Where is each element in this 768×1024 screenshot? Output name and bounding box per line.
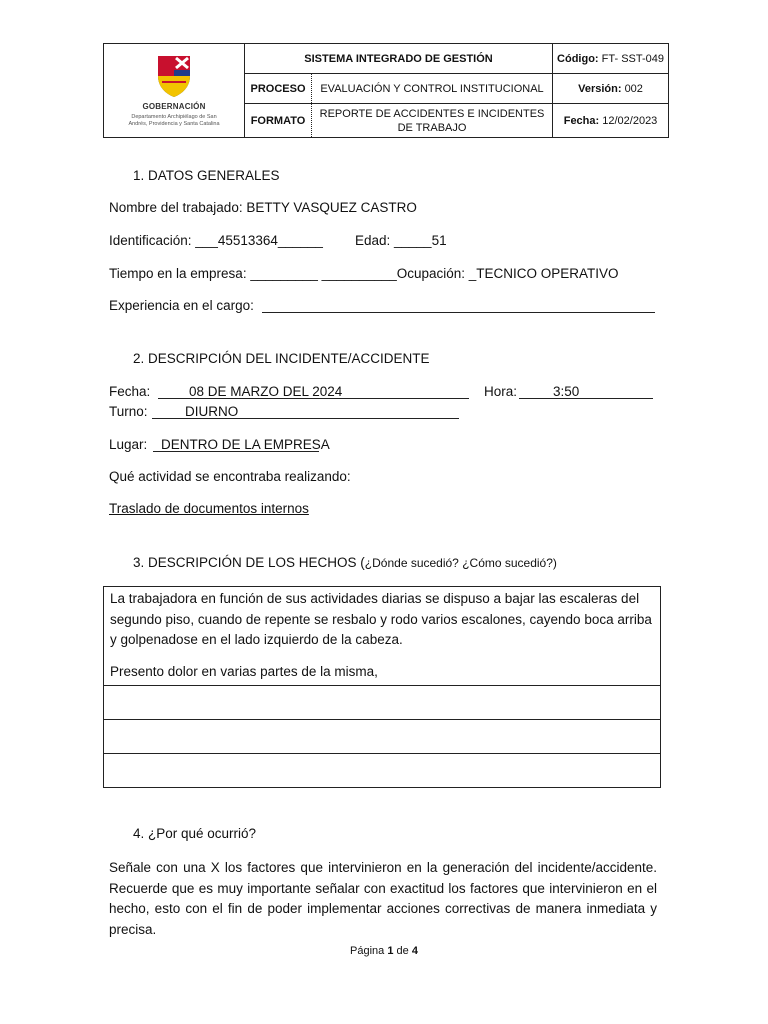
logo-subtitle: Departamento Archipiélago de San Andrés, Providencia y Santa Catalina [128,114,220,127]
occupation-text: ____Ocupación: _TECNICO OPERATIVO [366,266,619,281]
section4-paragraph: Señale con una X los factores que intervinieron en la generación del incidente/accidente. Recuerde que es muy importante señalar con exactitud los factores que intervinieron en el hecho, esto con el fin de poder implementar acciones correctivas de manera inmediata y precisa. [109,860,657,937]
date-value: 12/02/2023 [602,114,658,127]
incident-date-value: 08 DE MARZO DEL 2024 [189,384,343,399]
incident-time-line [519,398,653,399]
activity-question: Qué actividad se encontraba realizando: [109,469,351,484]
version-label: Versión: [578,82,622,95]
shift-value: DIURNO [185,404,239,419]
process-value: EVALUACIÓN Y CONTROL INSTITUCIONAL [312,74,553,104]
page-current: 1 [387,945,394,957]
page-footer [0,945,768,957]
code-value: FT- SST-049 [601,52,664,65]
place-label: Lugar: [109,437,148,452]
logo-title: GOBERNACIÓN [142,102,206,111]
activity-answer: Traslado de documentos internos [109,501,309,516]
facts-paragraph-1: La trabajadora en función de sus actividades diarias se dispuso a bajar las escaleras del segundo piso, cuando de repente se resbalo y rodo varios escalones, cayendo boca arriba y golpenadose en el lado izquierdo de la cabeza. [110,591,652,647]
worker-name-line [109,199,417,216]
incident-time-value: 3:50 [553,384,580,399]
format-label: FORMATO [245,104,312,138]
page-total: 4 [411,945,418,957]
format-value: REPORTE DE ACCIDENTES E INCIDENTES DE TRABAJO [312,104,553,138]
process-label: PROCESO [245,74,312,104]
name-label: Nombre del trabajado: [109,200,243,215]
code-label: Código: [557,52,599,65]
facts-description [104,587,660,686]
facts-blank-row-2[interactable] [104,720,660,754]
section3-title-questions: ¿Dónde sucedió? ¿Cómo sucedió?) [364,556,557,570]
incident-date-label: Fecha: [109,384,151,399]
version-cell [553,74,669,104]
experience-blank-line [262,312,655,313]
version-value: 002 [624,82,643,95]
age-text: Edad: _____51 [355,233,447,248]
header-table [103,43,669,138]
facts-paragraph-2: Presento dolor en varias partes de la misma, [110,663,378,679]
date-cell [553,104,669,138]
section4-title: 4. ¿Por qué ocurrió? [133,826,257,841]
logo-cell [104,44,245,138]
tenure-line [109,265,619,282]
facts-blank-row-1[interactable] [104,686,660,720]
incident-time-label: Hora: [484,384,518,399]
section1-title: 1. DATOS GENERALES [133,168,280,183]
section2-title: 2. DESCRIPCIÓN DEL INCIDENTE/ACCIDENTE [133,351,430,366]
place-value: DENTRO DE LA EMPRESA [161,437,330,452]
code-cell [553,44,669,74]
of-label: de [396,945,409,957]
identification-text: Identificación: ___45513364______ [109,233,323,248]
tenure-mid: __ ______ [302,266,367,281]
name-value: BETTY VASQUEZ CASTRO [246,200,417,215]
system-title: SISTEMA INTEGRADO DE GESTIÓN [245,44,553,74]
coat-of-arms-logo [154,54,194,98]
shift-label: Turno: [109,404,148,419]
date-label: Fecha: [563,114,600,127]
tenure-label: Tiempo en la empresa: _______ [109,266,303,281]
facts-box [103,586,661,788]
facts-blank-row-3[interactable] [104,754,660,787]
experience-label: Experiencia en el cargo: [109,298,254,313]
section3-title [133,554,557,572]
section3-title-main: 3. DESCRIPCIÓN DE LOS HECHOS ( [133,555,365,570]
page-label: Página [350,945,385,957]
